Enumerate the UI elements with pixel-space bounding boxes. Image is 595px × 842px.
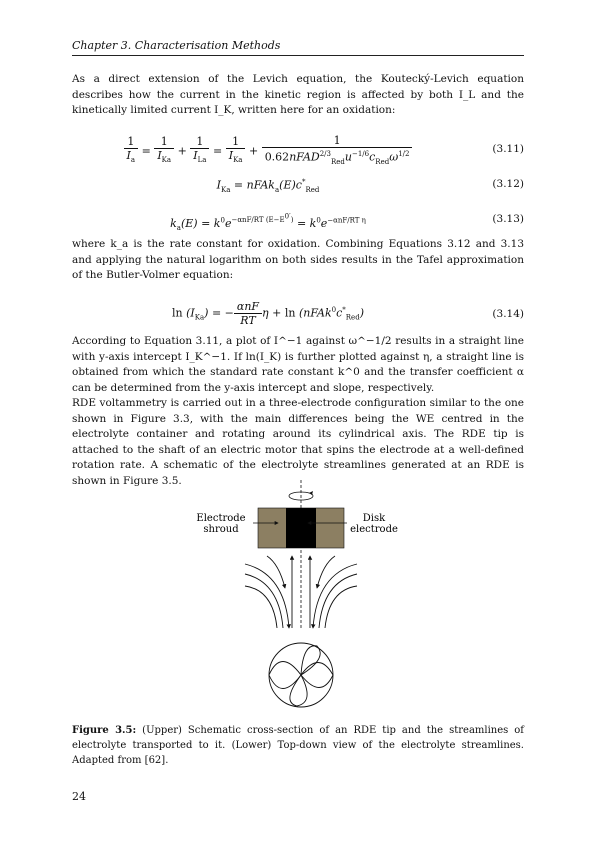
equation-3-12 <box>72 178 524 202</box>
header-rule <box>72 55 524 56</box>
equation-3-13 <box>72 213 524 237</box>
page-number: 24 <box>72 790 86 803</box>
streamlines-top-down <box>269 643 333 707</box>
running-header: Chapter 3. Characterisation Methods <box>72 39 281 52</box>
equation-3-11-formula: $\frac{1}{I_a}$ = $\frac{1}{I_{Ka}}$ + $\frac{1}{I_{La}}$ = $\frac{1}{I_{Ka}}$ + $\frac{1}{0.62nFAD^{2/3}_{Red}u^{-1/6}c_{Red}\omega^{1/2}}$ <box>72 134 464 169</box>
equation-3-12-formula: $I_{Ka}$ = $nFAk_a(E)c^*_{Red}$ <box>216 178 320 194</box>
equation-3-14-number: (3.14) <box>492 308 524 320</box>
paragraph-4: RDE voltammetry is carried out in a three-electrode configuration similar to the one shown in Figure 3.3, with the main differences being the WE centred in the electrolyte container and rotating around its cylindrical axis. The RDE tip is attached to the shaft of an electric motor that spins the electrode at a well-defined rotation rate. A schematic of the electrolyte streamlines generated at an RDE is shown in Figure 3.5. <box>72 397 524 487</box>
label-shroud: shroud <box>203 524 239 535</box>
paragraph-3: According to Equation 3.11, a plot of I^−1 against ω^−1/2 results in a straight line with y-axis intercept I_K^−1. If ln(I_K) is further plotted against η, a straight line is obtained from which the standard rate constant k^0 and the transfer coefficient α can be determined from the y-axis intercept and slope, respectively. <box>72 335 524 394</box>
label-electrode: Electrode <box>196 513 246 524</box>
equation-3-11 <box>72 134 524 168</box>
equation-3-11-number: (3.11) <box>492 143 524 155</box>
equation-3-13-number: (3.13) <box>492 213 524 225</box>
figure-caption <box>72 723 524 768</box>
paragraph-1: As a direct extension of the Levich equation, the Koutecký-Levich equation describes how the current in the kinetic region is affected by both I_L and the kinetically limited current I_K, written here for an oxidation: <box>72 73 524 116</box>
caption-label: Figure 3.5: <box>72 725 137 736</box>
figure-rde-schematic <box>185 478 410 708</box>
equation-3-14 <box>72 300 524 332</box>
equation-3-13-formula: $k_a(E) = k^0e^{-\alpha nF/RT (E-E^{0'})} = k^0e^{-\alpha nF/RT \eta}$ <box>170 213 366 233</box>
label-disk: Disk <box>362 513 386 524</box>
caption-text: (Upper) Schematic cross-section of an RDE tip and the streamlines of electrolyte transported to it. (Lower) Top-down view of the electrolyte streamlines. Adapted from [62]. <box>72 725 524 766</box>
equation-3-12-number: (3.12) <box>492 178 524 190</box>
paragraph-2: where k_a is the rate constant for oxidation. Combining Equations 3.12 and 3.13 and applying the natural logarithm on both sides results in the Tafel approximation of the Butler-Volmer equation: <box>72 238 524 281</box>
equation-3-14-formula: $\ln (I_{Ka})$ = − $\frac{\text{αnF}}{RT}$ $\eta + \ln (nFAk^0c^*_{Red})$ <box>172 300 364 327</box>
disk-electrode <box>286 508 316 548</box>
label-electrode-2: electrode <box>350 524 398 535</box>
